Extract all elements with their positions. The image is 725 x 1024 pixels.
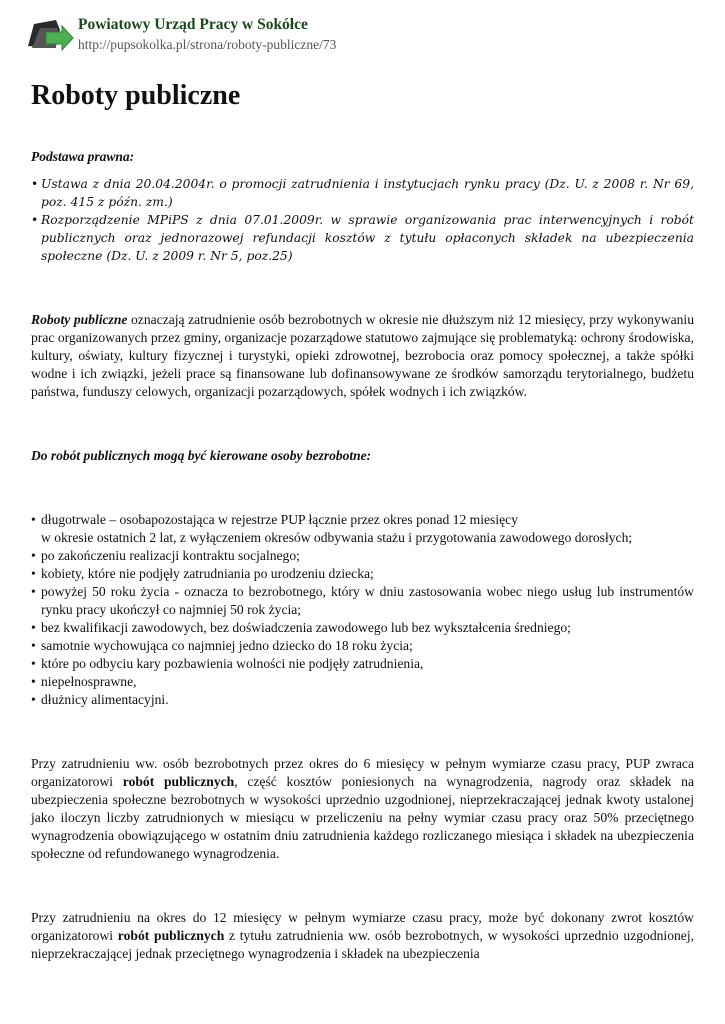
list-item: • kobiety, które nie podjęły zatrudniania po urodzeniu dziecka;: [41, 565, 694, 583]
eligible-list: [31, 511, 694, 709]
refund-12-months-paragraph: [31, 909, 694, 963]
legal-basis-list: [31, 175, 694, 265]
refund-6-months-paragraph: [31, 755, 694, 863]
list-item: • niepełnosprawne,: [41, 673, 694, 691]
text: , część kosztów poniesionych na wynagrodzenia, nagrody oraz składek na ubezpieczenia społeczne bezrobotnych w wysokości uprzednio uzgodnionej, nieprzekraczającej jednak kwoty ustalonej jako iloczyn liczby zatrudnionych w miesiącu w przeliczeniu na pełny wymiar czasu pracy oraz 50% przeciętnego wynagrodzenia obowiązującego w ostatnim dniu zatrudnienia każdego rozliczanego miesiąca i składek na ubezpieczenia społeczne od refundowanego wynagrodzenia.: [31, 774, 694, 861]
text: z tytułu zatrudnienia ww. osób bezrobotnych, w wysokości uprzednio uzgodnionej, nieprzekraczającej jednak przeciętnego wynagrodzenia i składek na ubezpieczenia: [31, 928, 694, 961]
page-title: Roboty publiczne: [31, 80, 241, 111]
definition-term: Roboty publiczne: [31, 312, 128, 327]
article: [31, 76, 694, 963]
list-item: • po zakończeniu realizacji kontraktu socjalnego;: [41, 547, 694, 565]
bold-term: robót publicznych: [117, 928, 225, 943]
page-url[interactable]: http://pupsokolka.pl/strona/roboty-publiczne/73: [78, 37, 337, 52]
legal-basis-heading: Podstawa prawna:: [31, 149, 135, 164]
list-item: • Rozporządzenie MPiPS z dnia 07.01.2009r. w sprawie organizowania prac interwencyjnych i robót publicznych oraz jednorazowej refundacji kosztów z tytułu opłaconych składek na ubezpieczenia społeczne (Dz. U. z 2009 r. Nr 5, poz.25): [41, 211, 694, 265]
list-item-line: w okresie ostatnich 2 lat, z wyłączeniem okresów odbywania stażu i przygotowania zawodowego dorosłych;: [41, 530, 633, 545]
document-arrow-logo-icon: [26, 18, 74, 54]
list-item: • bez kwalifikacji zawodowych, bez doświadczenia zawodowego lub bez wykształcenia średniego;: [41, 619, 694, 637]
text: Przy zatrudnieniu ww. osób bezrobotnych przez okres do 6 miesięcy w pełnym wymiarze czasu pracy, PUP zwraca organizatorowi: [31, 756, 694, 789]
text: Przy zatrudnieniu na okres do 12 miesięcy w pełnym wymiarze czasu pracy, może być dokonany zwrot kosztów organizatorowi: [31, 910, 694, 943]
list-item: [41, 511, 694, 547]
list-item: • które po odbyciu kary pozbawienia wolności nie podjęły zatrudnienia,: [41, 655, 694, 673]
definition-text: oznaczają zatrudnienie osób bezrobotnych w okresie nie dłuższym niż 12 miesięcy, przy wykonywaniu prac organizowanych przez gminy, organizacje pozarządowe statutowo zajmujące się problematyką: ochrony środowiska, kultury, oświaty, kultury fizycznej i turystyki, opieki zdrowotnej, bezrobocia oraz pomocy społecznej, a także spółki wodne i ich związki, jeżeli prace są finansowane lub dofinansowywane ze środków samorządu terytorialnego, budżetu państwa, funduszy celowych, organizacji pozarządowych, spółek wodnych i ich związków.: [31, 312, 694, 399]
site-title[interactable]: Powiatowy Urząd Pracy w Sokółce: [78, 16, 308, 33]
definition-paragraph: [31, 311, 694, 401]
list-item: • powyżej 50 roku życia - oznacza to bezrobotnego, który w dniu zastosowania wobec niego usług lub instrumentów rynku pracy ukończył co najmniej 50 rok życia;: [41, 583, 694, 619]
bold-term: robót publicznych: [122, 774, 235, 789]
list-item: • Ustawa z dnia 20.04.2004r. o promocji zatrudnienia i instytucjach rynku pracy (Dz. U. z 2008 r. Nr 69, poz. 415 z późn. zm.): [41, 175, 694, 211]
list-item-line: • długotrwale – osobapozostająca w rejestrze PUP łącznie przez okres ponad 12 miesięcy: [41, 512, 518, 527]
eligible-heading: Do robót publicznych mogą być kierowane osoby bezrobotne:: [31, 448, 372, 463]
page-header: [26, 14, 706, 58]
list-item: • samotnie wychowująca co najmniej jedno dziecko do 18 roku życia;: [41, 637, 694, 655]
list-item: • dłużnicy alimentacyjni.: [41, 691, 694, 709]
